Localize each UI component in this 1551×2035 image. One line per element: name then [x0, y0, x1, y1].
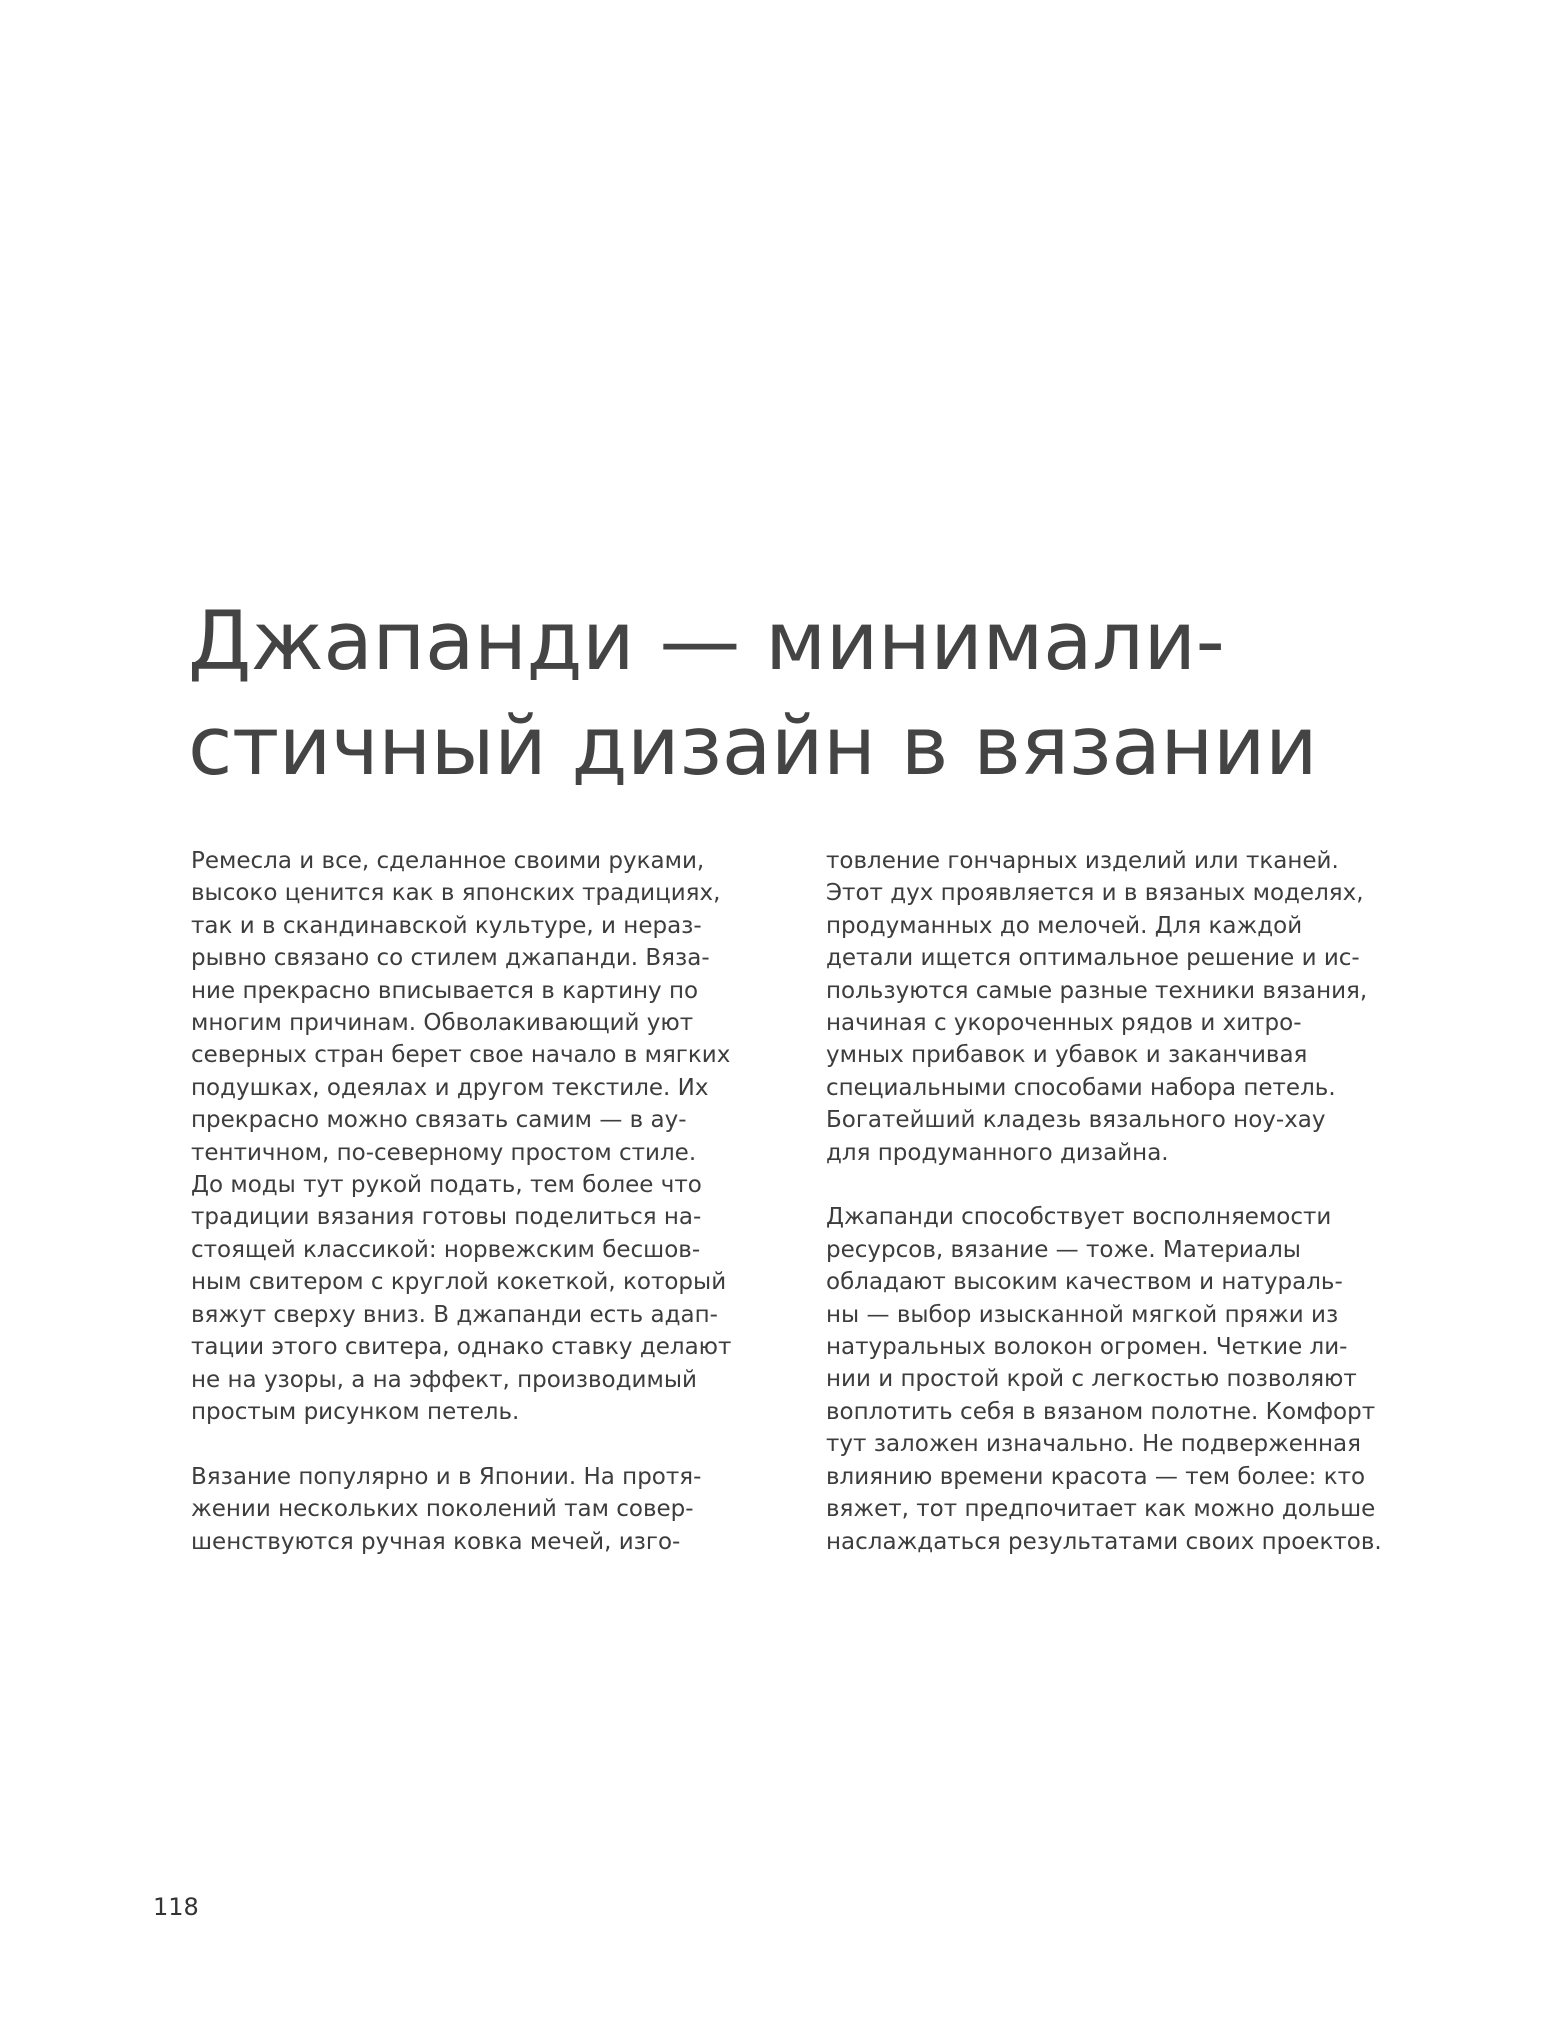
text-line: вяжут сверху вниз. В джапанди есть адап-: [191, 1301, 718, 1328]
text-line: тентичном, по-северному простом стиле.: [191, 1139, 697, 1166]
text-line: тации этого свитера, однако ставку делают: [191, 1334, 732, 1361]
page-title: [188, 590, 1428, 800]
text-line: жении нескольких поколений там совер-: [191, 1496, 694, 1523]
text-line: вяжет, тот предпочитает как можно дольше: [826, 1496, 1376, 1523]
text-line: не на узоры, а на эффект, производимый: [191, 1366, 697, 1393]
paragraph: [826, 845, 1386, 1169]
text-line: влиянию времени красота — тем более: кто: [826, 1463, 1366, 1490]
text-line: ным свитером с круглой кокеткой, который: [191, 1269, 727, 1296]
paragraph-gap: [826, 1169, 1386, 1201]
text-line: Богатейший кладезь вязального ноу-хау: [826, 1107, 1326, 1134]
text-line: Ремесла и все, сделанное своими руками,: [191, 848, 705, 874]
text-line: высоко ценится как в японских традициях,: [191, 880, 721, 907]
page-number: 118: [153, 1893, 199, 1921]
text-line: ние прекрасно вписывается в картину по: [191, 977, 699, 1004]
paragraph-gap: [191, 1428, 751, 1460]
text-line: ресурсов, вязание — тоже. Материалы: [826, 1236, 1301, 1263]
text-line: обладают высоким качеством и натураль-: [826, 1269, 1343, 1296]
text-line: стоящей классикой: норвежским бесшов-: [191, 1236, 701, 1263]
text-line: так и в скандинавской культуре, и нераз-: [191, 912, 702, 939]
title-line: стичный дизайн в вязании: [188, 700, 1318, 794]
text-line: товление гончарных изделий или тканей.: [826, 848, 1339, 874]
text-line: продуманных до мелочей. Для каждой: [826, 912, 1303, 939]
text-line: умных прибавок и убавок и заканчивая: [826, 1042, 1308, 1069]
text-line: детали ищется оптимальное решение и ис-: [826, 945, 1360, 972]
text-line: подушках, одеялах и другом текстиле. Их: [191, 1074, 709, 1101]
text-line: наслаждаться результатами своих проектов.: [826, 1528, 1382, 1555]
paragraph: [191, 845, 751, 1428]
text-line: для продуманного дизайна.: [826, 1139, 1169, 1166]
text-line: До моды тут рукой подать, тем более что: [191, 1172, 702, 1199]
text-line: простым рисунком петель.: [191, 1398, 520, 1425]
text-line: натуральных волокон огромен. Четкие ли-: [826, 1334, 1348, 1361]
title-line: Джапанди — минимали-: [188, 595, 1225, 689]
text-line: Вязание популярно и в Японии. На протя-: [191, 1463, 702, 1490]
text-line: рывно связано со стилем джапанди. Вяза-: [191, 945, 710, 972]
paragraph: [826, 1201, 1386, 1557]
text-line: ны — выбор изысканной мягкой пряжи из: [826, 1301, 1339, 1328]
text-line: традиции вязания готовы поделиться на-: [191, 1204, 702, 1231]
text-line: прекрасно можно связать самим — в ау-: [191, 1107, 687, 1134]
text-line: начиная с укороченных рядов и хитро-: [826, 1010, 1302, 1037]
text-column-left: [191, 845, 751, 1558]
paragraph: [191, 1461, 751, 1558]
text-line: воплотить себя в вязаном полотне. Комфорт: [826, 1398, 1376, 1425]
text-line: Джапанди способствует восполняемости: [826, 1204, 1332, 1231]
text-line: многим причинам. Обволакивающий уют: [191, 1010, 694, 1037]
text-line: тут заложен изначально. Не подверженная: [826, 1431, 1361, 1458]
text-line: северных стран берет свое начало в мягких: [191, 1042, 731, 1069]
text-column-right: [826, 845, 1386, 1558]
text-line: шенствуются ручная ковка мечей, изго-: [191, 1528, 681, 1555]
text-line: специальными способами набора петель.: [826, 1074, 1336, 1101]
text-line: Этот дух проявляется и в вязаных моделях,: [826, 880, 1364, 907]
text-line: пользуются самые разные техники вязания,: [826, 977, 1368, 1004]
text-line: нии и простой крой с легкостью позволяют: [826, 1366, 1357, 1393]
